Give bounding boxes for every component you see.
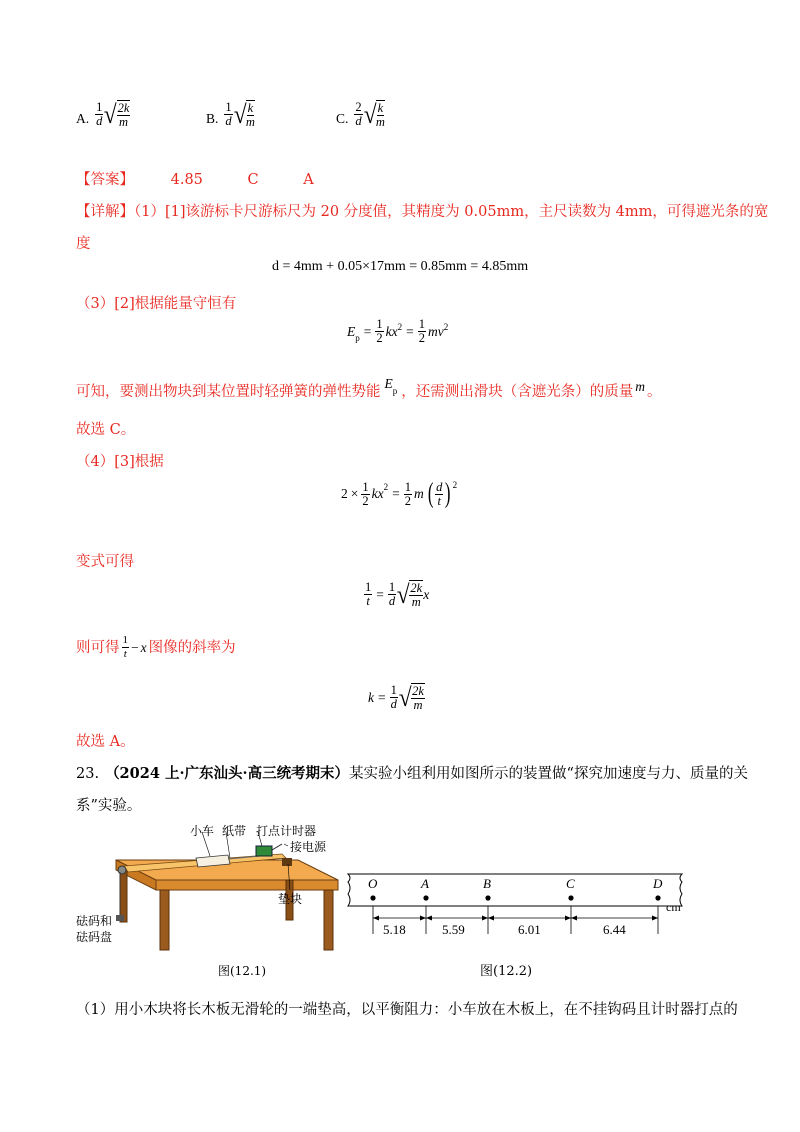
option-a: A. $\frac{1}{d}$ √ $\frac{2k}{m}$ — [76, 99, 130, 129]
pad-block — [282, 858, 292, 866]
table-leg — [324, 890, 333, 950]
option-c: C. $\frac{2}{d}$ √ $\frac{k}{m}$ — [336, 99, 385, 129]
weight-pan — [116, 915, 124, 921]
tape-label-a: A — [421, 876, 429, 891]
question-23-line-2: 系”实验。 — [76, 798, 142, 814]
table-edge — [156, 880, 338, 890]
tape-gap-oa: 5.18 — [383, 922, 406, 937]
label-power: 接电源 — [290, 840, 327, 854]
tape-point-c — [568, 895, 573, 900]
answer-line: 【答案】 4.85 C A — [76, 172, 314, 188]
equation-width: d = 4mm + 0.05×17mm = 0.85mm = 4.85mm — [272, 259, 529, 274]
tape-label-b: B — [483, 876, 491, 891]
tape-point-d — [655, 895, 660, 900]
label-cart: 小车 — [190, 824, 215, 838]
equation-slope: k = $\frac{1}{d}$ √ $\frac{2k}{m}$ — [368, 682, 424, 712]
tape-gap-bc: 6.01 — [518, 922, 541, 937]
equation-energy-2: 2 × $\frac{1}{2}$ kx 2 = $\frac{1}{2}$ m ( $\frac{d}{t}$ ) 2 — [341, 478, 458, 509]
tape-gap-cd: 6.44 — [603, 922, 626, 937]
fig-12-1-caption: 图(12.1) — [218, 964, 267, 978]
pulley — [118, 866, 126, 874]
equation-energy: E p = $\frac{1}{2}$ kx 2 = $\frac{1}{2}$ mv 2 — [347, 317, 449, 345]
detail-line-3: 可知，要测出物块到某位置时轻弹簧的弹性势能$E_p$ ，还需测出滑块（含遮光条）的质量 m 。 — [76, 376, 662, 400]
table-leg — [160, 890, 169, 950]
question-23-part-1: （1）用小木块将长木板无滑轮的一端垫高，以平衡阻力：小车放在木板上，在不挂钩码且计时器打点的 — [76, 1002, 738, 1018]
label-weights-2: 砝码盘 — [76, 930, 113, 944]
detail-line-8: 故选 A。 — [76, 734, 135, 750]
detail-line-7: 则可得 $\frac{1}{t}$ − x 图像的斜率为 — [76, 634, 236, 660]
tape-point-b — [485, 895, 490, 900]
tape-point-a — [423, 895, 428, 900]
tape-label-d: D — [653, 876, 663, 891]
tape-strip — [348, 874, 682, 906]
tape-unit: cm — [666, 900, 681, 914]
detail-line-2: （3）[2]根据能量守恒有 — [76, 296, 237, 312]
detail-line-1b: 度 — [76, 236, 91, 252]
detail-line-5: （4）[3]根据 — [76, 454, 164, 470]
detail-label: 【详解】 — [76, 204, 134, 220]
detail-line-6: 变式可得 — [76, 554, 134, 570]
label-weights-1: 砝码和 — [76, 914, 113, 928]
tape-label-c: C — [566, 876, 575, 891]
fig-12-2-caption: 图(12.2) — [480, 964, 533, 979]
tape-point-o — [370, 895, 375, 900]
equation-transform: $\frac{1}{t}$ = $\frac{1}{d}$ √ $\frac{2k}{m}$ x — [365, 579, 430, 609]
timer — [256, 846, 272, 856]
label-block: 垫块 — [278, 892, 303, 906]
label-tape: 纸带 — [222, 824, 247, 838]
detail-line-4: 故选 C。 — [76, 422, 136, 438]
question-number: 23. — [76, 766, 100, 782]
tape-label-o: O — [368, 876, 378, 891]
detail-line-1: 【详解】（1）[1]该游标卡尺游标尺为 20 分度值，其精度为 0.05mm，主尺读数为 4mm，可得遮光条的宽 — [76, 204, 769, 220]
question-source: （2024 上·广东汕头·高三统考期末） — [105, 765, 350, 782]
label-timer: 打点计时器 — [256, 824, 317, 838]
option-b: B. $\frac{1}{d}$ √ $\frac{k}{m}$ — [206, 99, 255, 129]
question-23-line-1: 23. （2024 上·广东汕头·高三统考期末）某实验小组利用如图所示的装置做“探究加速度与力、质量的关 — [76, 765, 748, 782]
tape-gap-ab: 5.59 — [442, 922, 465, 937]
answer-label: 【答案】 — [76, 172, 134, 188]
option-letter: A. — [76, 111, 90, 126]
